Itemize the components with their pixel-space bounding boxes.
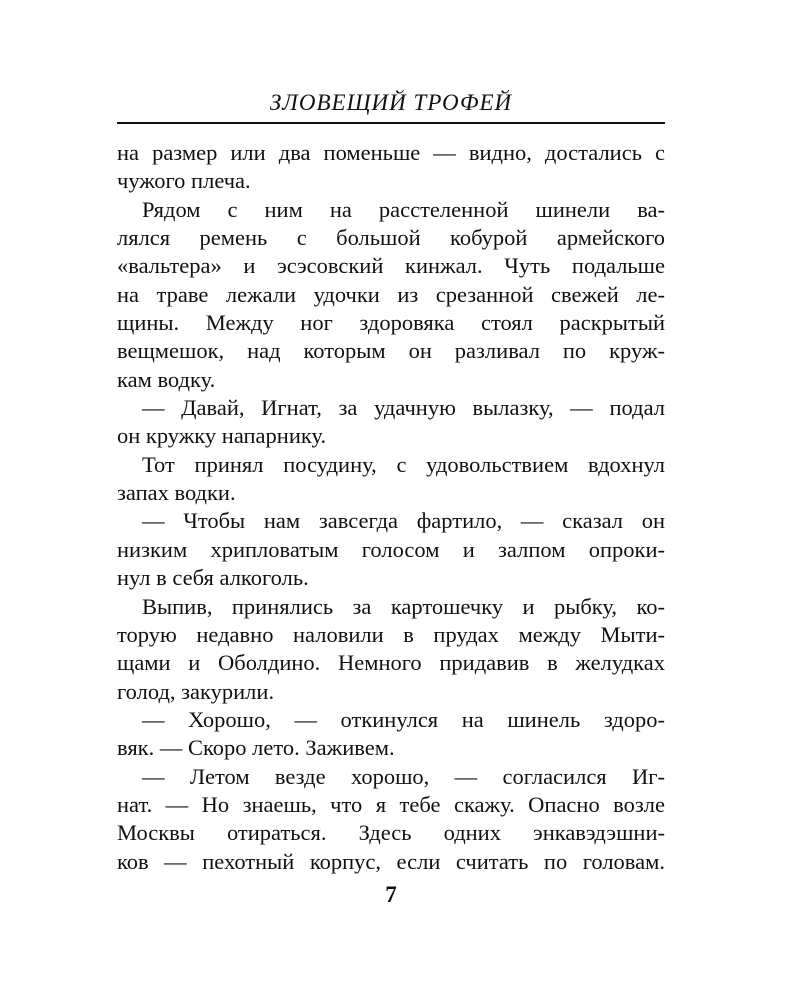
text-line: щины. Между ног здоровяка стоял раскрытый [117, 310, 665, 336]
running-head-title: ЗЛОВЕЩИЙ ТРОФЕЙ [269, 90, 513, 115]
text-line: на размер или два поменьше — видно, достались с [117, 140, 665, 165]
text-line: торую недавно наловили в прудах между Мыти- [117, 621, 665, 647]
text-line: — Давай, Игнат, за удачную вылазку, — подал [142, 395, 665, 421]
text-line: ков — пехотный корпус, если считать по головам. [117, 848, 665, 874]
text-line: Выпив, принялись за картошечку и рыбку, ко- [142, 593, 665, 619]
text-line: «вальтера» и эсэсовский кинжал. Чуть подальше [117, 253, 665, 279]
text-line: вещмешок, над которым он разливал по круж- [117, 338, 665, 364]
text-line: запах водки. [117, 480, 236, 506]
text-line: щами и Оболдино. Немного придавив в желудках [117, 650, 665, 676]
text-line: лялся ремень с большой кобурой армейского [117, 225, 665, 251]
text-line: — Чтобы нам завсегда фартило, — сказал он [142, 508, 665, 534]
body-text [117, 139, 665, 876]
text-line: чужого плеча. [117, 168, 251, 194]
text-line: Рядом с ним на расстеленной шинели ва- [142, 196, 665, 222]
text-line: Москвы отираться. Здесь одних энкавэдэшни- [117, 820, 665, 846]
page-number: 7 [385, 882, 397, 907]
text-line: вяк. — Скоро лето. Заживем. [117, 735, 395, 761]
text-line: голод, закурили. [117, 678, 275, 704]
text-line: — Хорошо, — откинулся на шинель здоро- [142, 706, 665, 732]
text-line: нул в себя алкоголь. [117, 565, 309, 591]
text-line: кам водку. [117, 366, 216, 392]
text-line: — Летом везде хорошо, — согласился Иг- [142, 763, 665, 789]
header-rule [117, 122, 665, 124]
text-line: на траве лежали удочки из срезанной свежей ле- [117, 281, 665, 307]
text-line: нат. — Но знаешь, что я тебе скажу. Опасно возле [117, 791, 665, 817]
text-line: он кружку напарнику. [117, 423, 327, 449]
text-line: низким хрипловатым голосом и залпом опроки- [117, 536, 665, 562]
text-line: Тот принял посудину, с удовольствием вдохнул [142, 451, 665, 477]
